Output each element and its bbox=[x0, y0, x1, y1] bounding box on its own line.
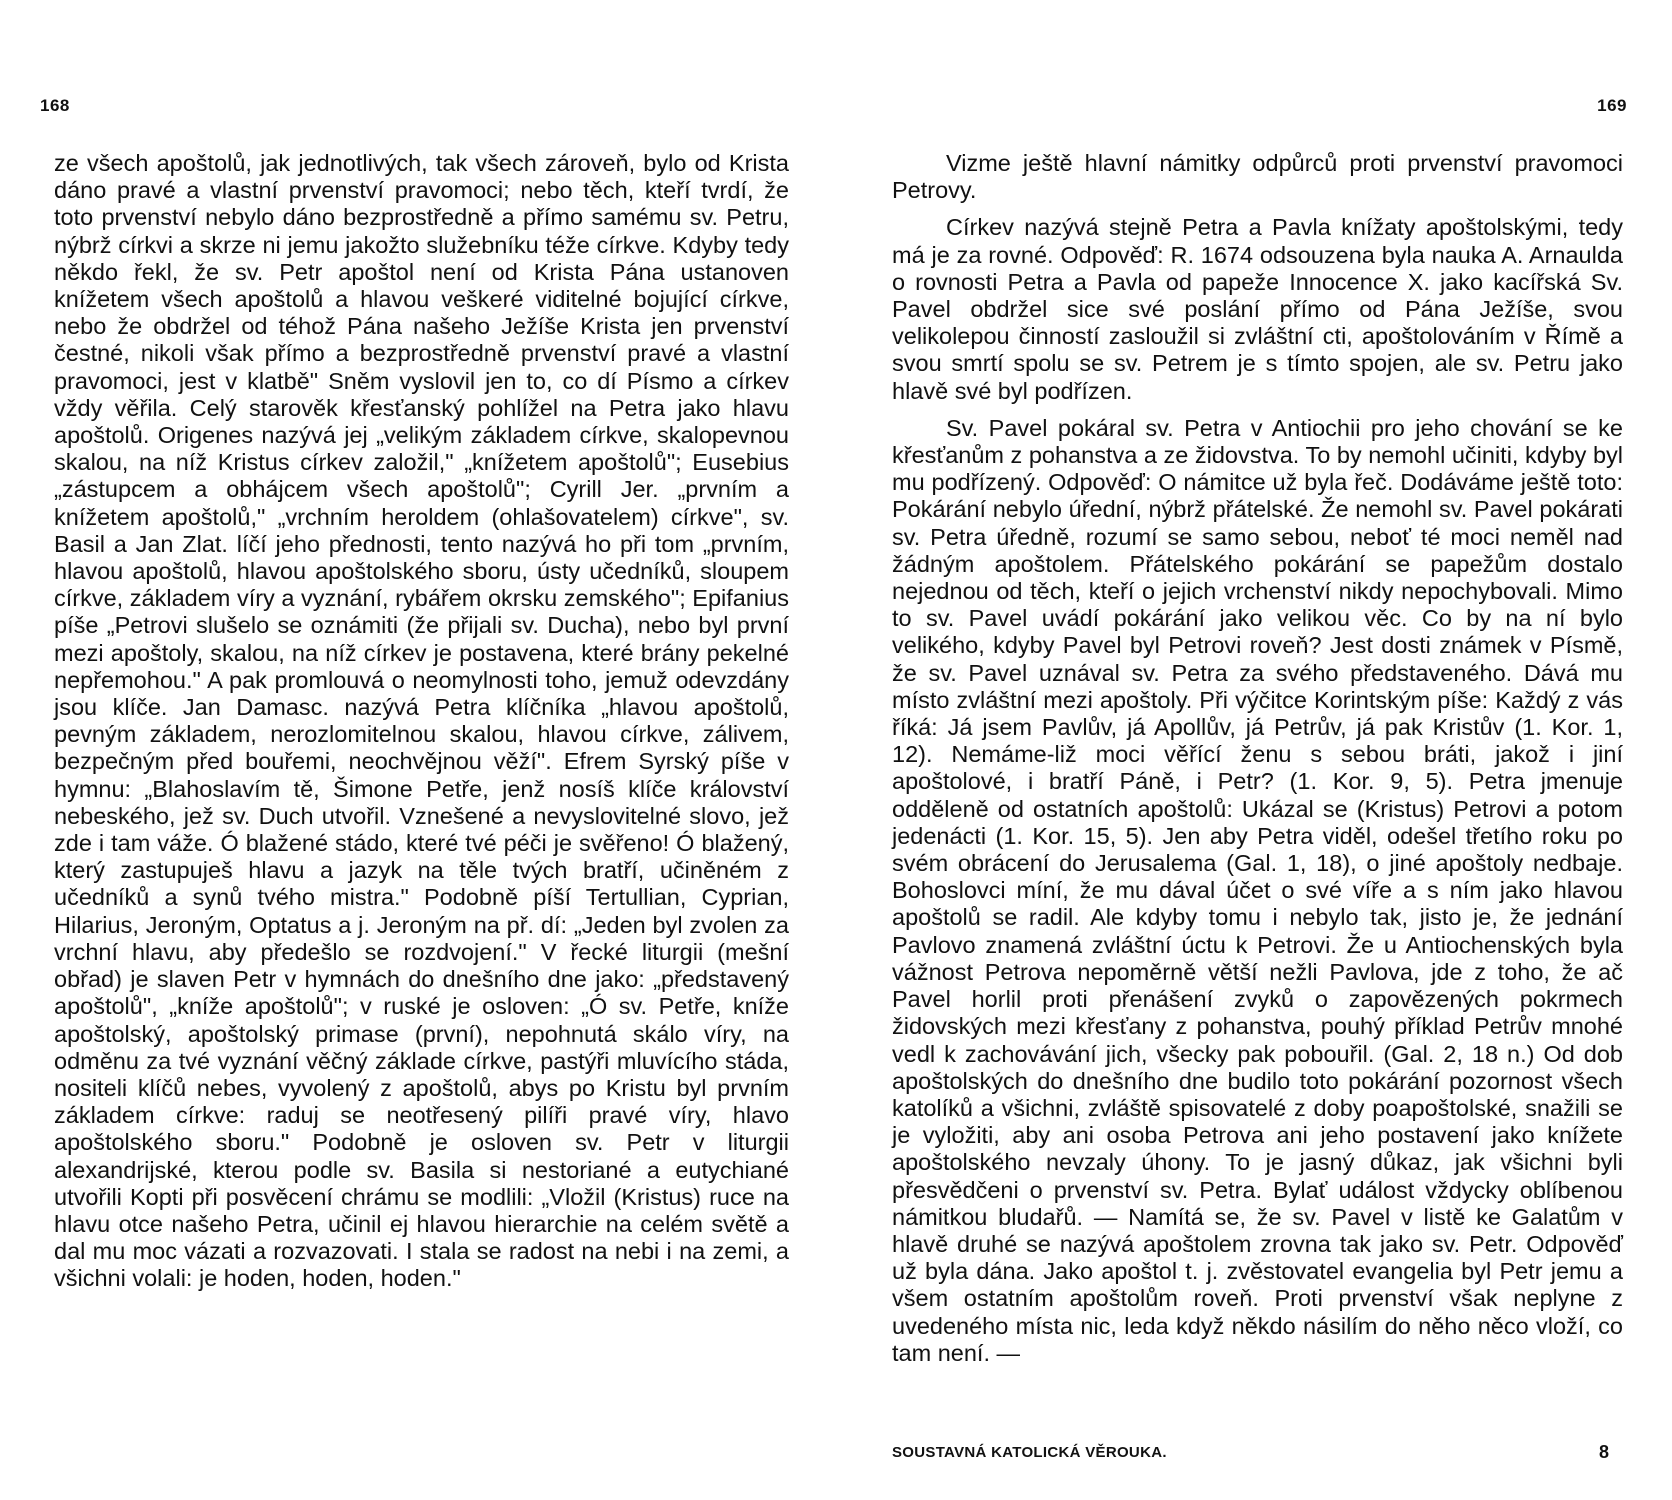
left-page bbox=[40, 0, 789, 1500]
paragraph: Sv. Pavel pokáral sv. Petra v Antiochii pro jeho chování se ke křesťanům z pohanstva a ze židovstva. To by nemohl učiniti, kdyby byl mu podřízený. Odpověď: O námitce už byla řeč. Dodáváme ještě toto: Pokárání nebylo úřední, nýbrž přátelské. Že nemohl sv. Pavel pokárati sv. Petra úředně, rozumí se samo sebou, neboť té moci neměl nad žádným apoštolem. Přátelského pokárání se papežům dostalo nejednou od těch, kteří o jejich vrchenství nikdy nepochybovali. Mimo to sv. Pavel uvádí pokárání jako velikou věc. Co by na ní bylo velikého, kdyby Pavel byl Petrovi roveň? Jest dosti známek v Písmě, že sv. Pavel uznával sv. Petra za svého představeného. Dává mu místo zvláštní mezi apoštoly. Při výčitce Korintským píše: Každý z vás říká: Já jsem Pavlův, já Apollův, já Petrův, já pak Kristův (1. Kor. 1, 12). Nemáme-liž moci věřící ženu s sebou bráti, jakož i jiní apoštolové, i bratří Páně, i Petr? (1. Kor. 9, 5). Petra jmenuje odděleně od ostatních apoštolů: Ukázal se (Kristus) Petrovi a potom jedenácti (1. Kor. 15, 5). Jen aby Petra viděl, odešel třetího roku po svém obrácení do Jerusalema (Gal. 1, 18), o jiné apoštoly nedbaje. Bohoslovci míní, že mu dával účet o své víře a s ním jako hlavou apoštolů se radil. Ale kdyby tomu i nebylo tak, jisto je, že jednání Pavlovo znamená zvláštní úctu k Petrovi. Že u Antiochenských byla vážnost Petrova nepoměrně větší nežli Pavlova, jde z toho, že ač Pavel horlil proti přenášení zvyků o zapovězených pokrmech židovských mezi křesťany z pohanstva, pouhý příklad Petrův mnohé vedl k zachovávání jich, všecky pak pobouřil. (Gal. 2, 18 n.) Od dob apoštolských do dnešního dne budilo toto pokárání pozornost všech katolíků a všichni, zvláště spisovatelé z doby poapoštolské, snažili se je vyložiti, aby ani osoba Petrova ani jeho postavení jako knížete apoštolského nevzaly úhony. To je jasný důkaz, jak všichni byli přesvědčeni o prvenství sv. Petra. Bylať událost vždycky oblíbenou námitkou bludařů. — Namítá se, že sv. Pavel v listě ke Galatům v hlavě druhé se nazývá apoštolem zrovna tak jako sv. Petr. Odpověď už byla dána. Jako apoštol t. j. zvěstovatel evangelia byl Petr jemu a všem ostatním apoštolům roveň. Proti prvenství však neplyne z uvedeného místa nic, leda když někdo násilím do něho něco vloží, co tam není. — bbox=[892, 414, 1623, 1366]
sheet-number: 8 bbox=[1598, 1442, 1609, 1462]
paragraph: Církev nazývá stejně Petra a Pavla knížaty apoštolskými, tedy má je za rovné. Odpověď: R. 1674 odsouzena byla nauka A. Arnaulda o rovnosti Petra a Pavla od papeže Innocence X. jako kacířská Sv. Pavel obdržel sice své poslání přímo od Pána Ježíše, svou velikolepou činností zasloužil si zvláštní cti, apoštolováním v Římě a svou smrtí spolu se sv. Petrem je s tímto spojen, ale sv. Petru jako hlavě své byl podřízen. bbox=[892, 214, 1623, 404]
right-text-column bbox=[892, 150, 1623, 1377]
left-text-column bbox=[54, 150, 789, 1293]
signature-mark: SOUSTAVNÁ KATOLICKÁ VĚROUKA. bbox=[892, 1444, 1167, 1461]
page-number-left: 168 bbox=[40, 96, 70, 115]
paragraph: ze všech apoštolů, jak jednotlivých, tak všech zároveň, bylo od Krista dáno pravé a vlastní prvenství pravomoci; nebo těch, kteří tvrdí, že toto prvenství nebylo dáno bezprostředně a přímo samému sv. Petru, nýbrž církvi a skrze ni jemu jakožto služebníku téže církve. Kdyby tedy někdo řekl, že sv. Petr apoštol není od Krista Pána ustanoven knížetem všech apoštolů a hlavou veškeré viditelné bojující církve, nebo že obdržel od téhož Pána našeho Ježíše Krista jen prvenství čestné, nikoli však přímo a bezprostředně prvenství pravé a vlastní pravomoci, jest v klatbě" Sněm vyslovil jen to, co dí Písmo a církev vždy věřila. Celý starověk křesťanský pohlížel na Petra jako hlavu apoštolů. Origenes nazývá jej „velikým základem církve, skalopevnou skalou, na níž Kristus církev založil," „knížetem apoštolů"; Eusebius „zástupcem a obhájcem všech apoštolů"; Cyrill Jer. „prvním a knížetem apoštolů," „vrchním heroldem (ohlašovatelem) církve", sv. Basil a Jan Zlat. líčí jeho přednosti, tento nazývá ho při tom „prvním, hlavou apoštolů, hlavou apoštolského sboru, ústy učedníků, sloupem církve, základem víry a vyznání, rybářem okrsku zemského"; Epifanius píše „Petrovi slušelo se oznámiti (že přijali sv. Ducha), nebo byl první mezi apoštoly, skalou, na níž církev je postavena, které brány pekelné nepřemohou." A pak promlouvá o neomylnosti toho, jemuž odevzdány jsou klíče. Jan Damasc. nazývá Petra klíčníka „hlavou apoštolů, pevným základem, nerozlomitelnou skalou, hlavou církve, zálivem, bezpečným před bouřemi, neochvějnou věží". Efrem Syrský píše v hymnu: „Blahoslavím tě, Šimone Petře, jenž nosíš klíče království nebeského, jež sv. Duch utvořil. Vznešené a nevyslovitelné slovo, jež zde i tam váže. Ó blažené stádo, které tvé péči je svěřeno! Ó blažený, který zastupuješ hlavu a jazyk na těle tvých bratří, učiněném z učedníků a synů tvého mistra." Podobně píší Tertullian, Cyprian, Hilarius, Jeroným, Optatus a j. Jeroným na př. dí: „Jeden byl zvolen za vrchní hlavu, aby předešlo se rozdvojení." V řecké liturgii (mešní obřad) je slaven Petr v hymnách do dnešního dne jako: „představený apoštolů", „kníže apoštolů"; v ruské je osloven: „Ó sv. Petře, kníže apoštolský, apoštolský primase (první), nepohnutá skálo víry, na odměnu za tvé vyznání věčný základe církve, pastýři mluvícího stáda, nositeli klíčů nebes, vyvolený z apoštolů, abys po Kristu byl prvním základem církve: raduj se neotřesený pilíři pravé víry, hlavo apoštolského sboru." Podobně je osloven sv. Petr v liturgii alexandrijské, kterou podle sv. Basila si nestoriané a eutychiané utvořili Kopti při posvěcení chrámu se modlili: „Vložil (Kristus) ruce na hlavu otce našeho Petra, učinil ej hlavou hierarchie na celém světě a dal mu moc vázati a rozvazovati. I stala se radost na nebi i na zemi, a všichni volali: je hoden, hoden, hoden." bbox=[54, 150, 789, 1292]
paragraph: Vizme ještě hlavní námitky odpůrců proti prvenství pravomoci Petrovy. bbox=[892, 150, 1623, 204]
right-page bbox=[892, 0, 1627, 1500]
page-number-right: 169 bbox=[1597, 96, 1627, 115]
